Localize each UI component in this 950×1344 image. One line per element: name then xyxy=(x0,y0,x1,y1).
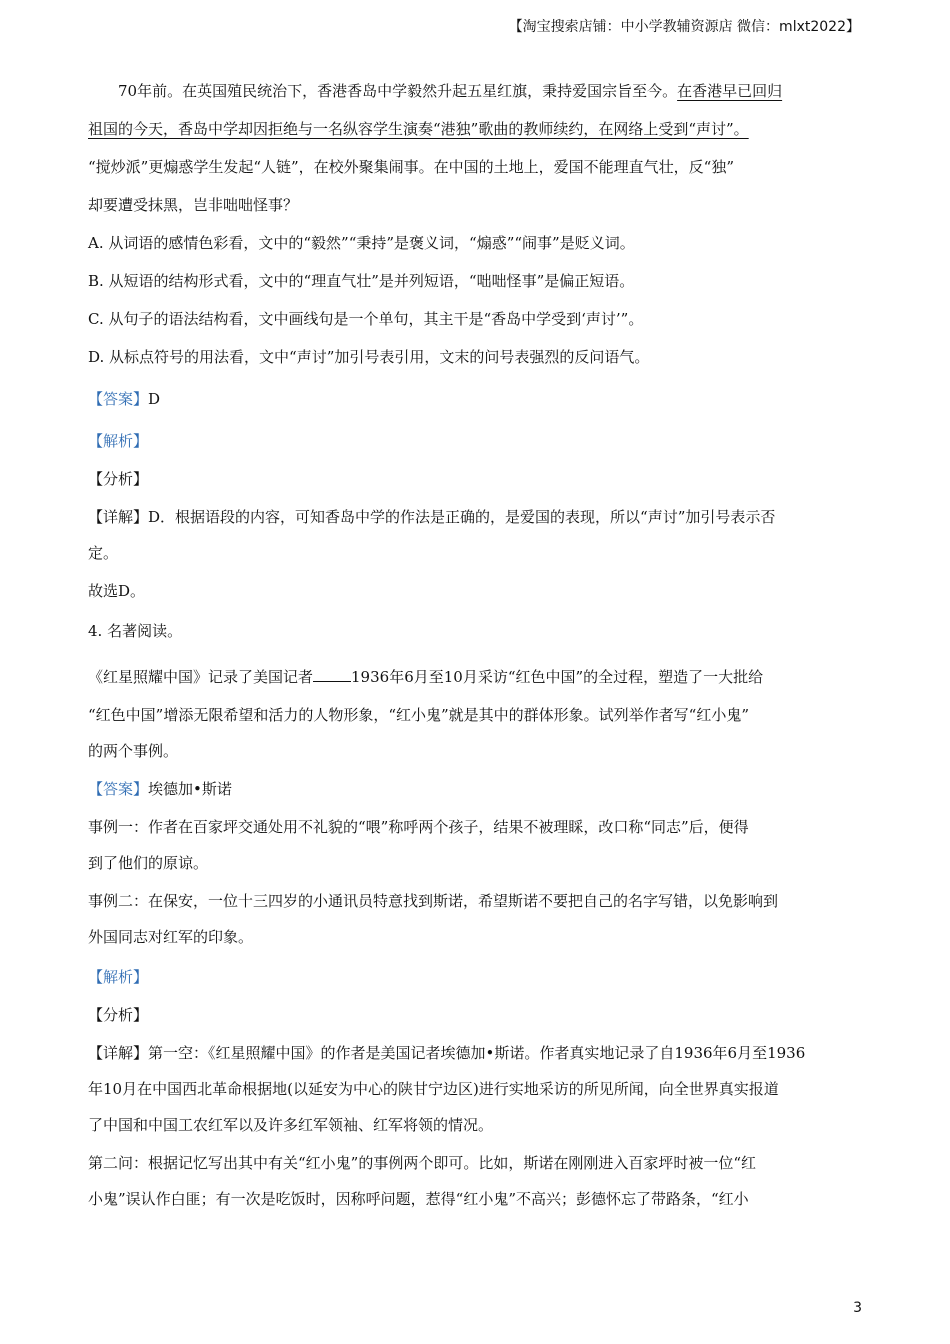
q4-detail-line-5: 小鬼”误认作白匪；有一次是吃饭时，因称呼问题，惹得“红小鬼”不高兴；彭德怀忘了带路条，“红小 xyxy=(88,1190,749,1208)
q4-example-1-line-2: 到了他们的原谅。 xyxy=(88,854,209,872)
q4-title: 4. 名著阅读。 xyxy=(88,622,183,640)
q3-analysis-tag: 【解析】 xyxy=(88,432,149,450)
q3-choose: 故选D。 xyxy=(88,582,146,600)
q3-answer xyxy=(88,388,160,409)
q3-option-c: C. 从句子的语法结构看，文中画线句是一个单句，其主干是“香岛中学受到‘声讨’”。 xyxy=(88,310,644,328)
answer-tag: 【答案】 xyxy=(88,780,149,798)
q4-example-2-line-1: 事例二：在保安，一位十三四岁的小通讯员特意找到斯诺，希望斯诺不要把自己的名字写错，以免影响到 xyxy=(88,892,779,910)
q4-answer xyxy=(88,778,232,799)
answer-tag: 【答案】 xyxy=(88,390,149,408)
answer-value: D xyxy=(148,390,161,408)
q3-option-b: B. 从短语的结构形式看，文中的“理直气壮”是并列短语，“咄咄怪事”是偏正短语。 xyxy=(88,272,635,290)
q4-example-2-line-2: 外国同志对红军的印象。 xyxy=(88,928,254,946)
q4-detail-line-3: 了中国和中国工农红军以及许多红军领袖、红军将领的情况。 xyxy=(88,1116,494,1134)
q3-detail-line-1: 【详解】D．根据语段的内容，可知香岛中学的作法是正确的，是爱国的表现，所以“声讨”加引号表示否 xyxy=(88,508,776,526)
q4-question-line-3: 的两个事例。 xyxy=(88,742,179,760)
q3-passage-line-1: 70年前。在英国殖民统治下，香港香岛中学毅然升起五星红旗，秉持爱国宗旨至今。在香港早已回归 xyxy=(118,82,783,100)
q3-option-d: D. 从标点符号的用法看，文中“声讨”加引号表引用，文末的问号表强烈的反问语气。 xyxy=(88,348,650,366)
fill-blank xyxy=(313,667,351,682)
q3-fenxi: 【分析】 xyxy=(88,470,149,488)
q4-fenxi: 【分析】 xyxy=(88,1006,149,1024)
q4-question-line-2: “红色中国”增添无限希望和活力的人物形象，“红小鬼”就是其中的群体形象。试列举作者写“红小鬼” xyxy=(88,706,750,724)
q3-passage-line-2: 祖国的今天，香岛中学却因拒绝与一名纵容学生演奏“港独”歌曲的教师续约，在网络上受到“声讨”。 xyxy=(88,120,749,138)
q4-example-1-line-1: 事例一：作者在百家坪交通处用不礼貌的“喂”称呼两个孩子，结果不被理睬，改口称“同志”后，便得 xyxy=(88,818,749,836)
q3-passage-line-4: 却要遭受抹黑，岂非咄咄怪事？ xyxy=(88,196,299,214)
q4-analysis-tag: 【解析】 xyxy=(88,968,149,986)
q4-detail-line-2: 年10月在中国西北革命根据地(以延安为中心的陕甘宁边区)进行实地采访的所见所闻，向全世界真实报道 xyxy=(88,1080,779,1098)
q4-detail-line-4: 第二问：根据记忆写出其中有关“红小鬼”的事例两个即可。比如，斯诺在刚刚进入百家坪时被一位“红 xyxy=(88,1154,757,1172)
q4-question-line-1: 《红星照耀中国》记录了美国记者 1936年6月至10月采访“红色中国”的全过程，塑造了一大批给 xyxy=(88,668,764,686)
q3-passage-line-3: “搅炒派”更煽惑学生发起“人链”，在校外聚集闹事。在中国的土地上，爱国不能理直气壮，反“独” xyxy=(88,158,735,176)
page-number: 3 xyxy=(853,1300,862,1316)
answer-value: 埃德加•斯诺 xyxy=(148,780,232,798)
q4-detail-line-1: 【详解】第一空：《红星照耀中国》的作者是美国记者埃德加•斯诺。作者真实地记录了自1936年6月至1936 xyxy=(88,1044,806,1062)
q3-option-a: A. 从词语的感情色彩看，文中的“毅然”“秉持”是褒义词，“煽惑”“闹事”是贬义词。 xyxy=(88,234,635,252)
page-header: 【淘宝搜索店铺：中小学教辅资源店 微信：mlxt2022】 xyxy=(508,19,860,35)
underlined-sentence: 在香港早已回归 xyxy=(677,82,783,100)
q3-detail-line-2: 定。 xyxy=(88,544,119,562)
